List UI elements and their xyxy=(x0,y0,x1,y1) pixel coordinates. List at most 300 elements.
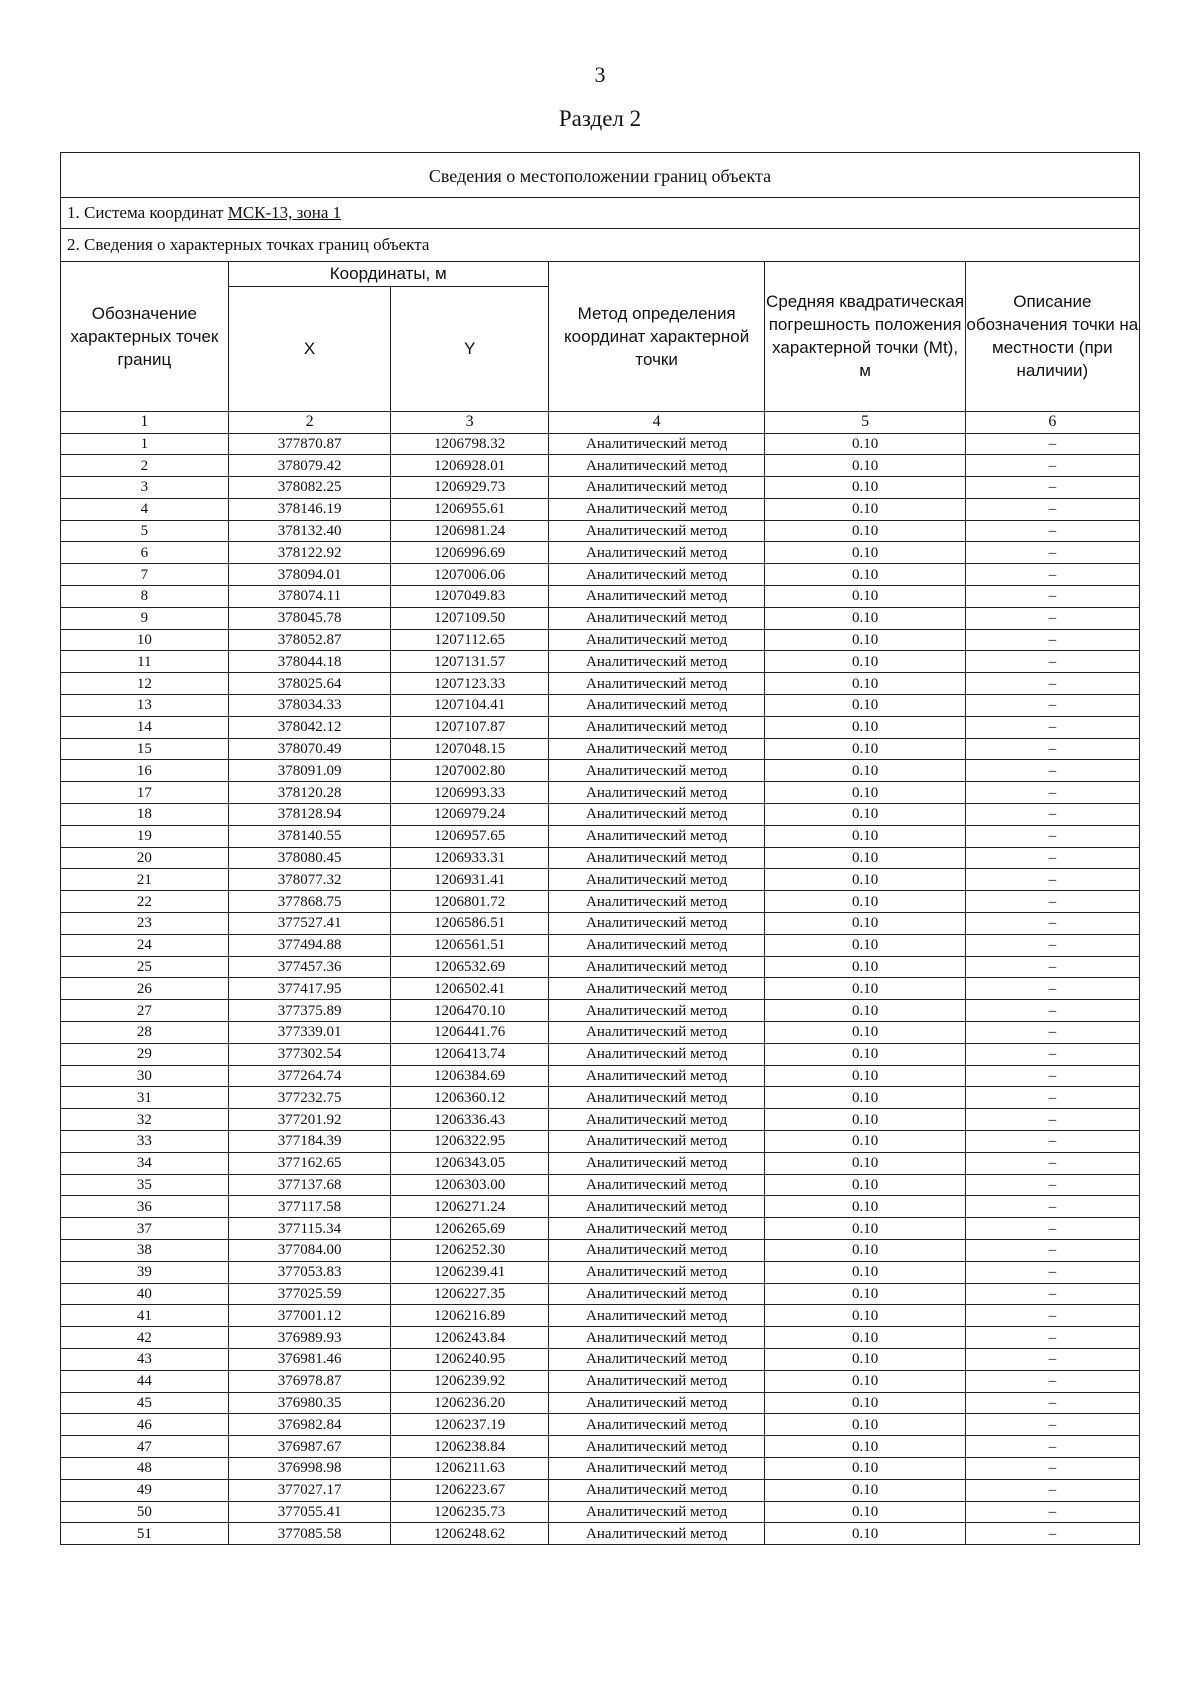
error-cell: 0.10 xyxy=(765,1501,965,1523)
header-point-label: Обозначение характерных точек границ xyxy=(61,262,228,411)
x-cell: 378044.18 xyxy=(228,651,391,673)
y-cell: 1206223.67 xyxy=(391,1479,548,1501)
description-cell: – xyxy=(965,1370,1139,1392)
error-cell: 0.10 xyxy=(765,1436,965,1458)
y-cell: 1206929.73 xyxy=(391,477,548,499)
method-cell: Аналитический метод xyxy=(548,586,765,608)
method-cell: Аналитический метод xyxy=(548,716,765,738)
point-number-cell: 27 xyxy=(61,1000,228,1022)
method-cell: Аналитический метод xyxy=(548,520,765,542)
x-cell: 378094.01 xyxy=(228,564,391,586)
description-cell: – xyxy=(965,1131,1139,1153)
method-cell: Аналитический метод xyxy=(548,1501,765,1523)
description-cell: – xyxy=(965,913,1139,935)
point-number-cell: 2 xyxy=(61,455,228,477)
description-cell: – xyxy=(965,520,1139,542)
points-table xyxy=(61,262,1139,1544)
method-cell: Аналитический метод xyxy=(548,1305,765,1327)
error-cell: 0.10 xyxy=(765,673,965,695)
y-cell: 1206928.01 xyxy=(391,455,548,477)
description-cell: – xyxy=(965,455,1139,477)
description-cell: – xyxy=(965,1392,1139,1414)
error-cell: 0.10 xyxy=(765,1087,965,1109)
x-cell: 377117.58 xyxy=(228,1196,391,1218)
point-number-cell: 24 xyxy=(61,934,228,956)
error-cell: 0.10 xyxy=(765,433,965,455)
x-cell: 378079.42 xyxy=(228,455,391,477)
point-number-cell: 13 xyxy=(61,695,228,717)
table-row xyxy=(61,477,1139,499)
x-cell: 377494.88 xyxy=(228,934,391,956)
method-cell: Аналитический метод xyxy=(548,1414,765,1436)
header-description: Описание обозначения точки на местности (при наличии) xyxy=(965,262,1139,411)
description-cell: – xyxy=(965,1022,1139,1044)
table-row xyxy=(61,1479,1139,1501)
column-number: 1 xyxy=(61,411,228,433)
method-cell: Аналитический метод xyxy=(548,804,765,826)
x-cell: 378045.78 xyxy=(228,607,391,629)
point-number-cell: 41 xyxy=(61,1305,228,1327)
x-cell: 378146.19 xyxy=(228,498,391,520)
point-number-cell: 34 xyxy=(61,1152,228,1174)
description-cell: – xyxy=(965,433,1139,455)
error-cell: 0.10 xyxy=(765,520,965,542)
y-cell: 1206227.35 xyxy=(391,1283,548,1305)
boundary-info-sheet xyxy=(60,152,1140,1545)
error-cell: 0.10 xyxy=(765,695,965,717)
x-cell: 377457.36 xyxy=(228,956,391,978)
error-cell: 0.10 xyxy=(765,1457,965,1479)
y-cell: 1206586.51 xyxy=(391,913,548,935)
table-row xyxy=(61,673,1139,695)
table-row xyxy=(61,1174,1139,1196)
method-cell: Аналитический метод xyxy=(548,564,765,586)
point-number-cell: 16 xyxy=(61,760,228,782)
description-cell: – xyxy=(965,1501,1139,1523)
method-cell: Аналитический метод xyxy=(548,629,765,651)
table-caption: Сведения о местоположении границ объекта xyxy=(61,153,1139,198)
point-number-cell: 3 xyxy=(61,477,228,499)
y-cell: 1206236.20 xyxy=(391,1392,548,1414)
description-cell: – xyxy=(965,1087,1139,1109)
description-cell: – xyxy=(965,1348,1139,1370)
description-cell: – xyxy=(965,891,1139,913)
description-cell: – xyxy=(965,738,1139,760)
y-cell: 1207112.65 xyxy=(391,629,548,651)
error-cell: 0.10 xyxy=(765,825,965,847)
x-cell: 378025.64 xyxy=(228,673,391,695)
table-row xyxy=(61,586,1139,608)
y-cell: 1206993.33 xyxy=(391,782,548,804)
y-cell: 1206470.10 xyxy=(391,1000,548,1022)
x-cell: 378070.49 xyxy=(228,738,391,760)
method-cell: Аналитический метод xyxy=(548,498,765,520)
error-cell: 0.10 xyxy=(765,477,965,499)
point-number-cell: 17 xyxy=(61,782,228,804)
method-cell: Аналитический метод xyxy=(548,913,765,935)
y-cell: 1207049.83 xyxy=(391,586,548,608)
description-cell: – xyxy=(965,1152,1139,1174)
method-cell: Аналитический метод xyxy=(548,1370,765,1392)
column-number: 6 xyxy=(965,411,1139,433)
error-cell: 0.10 xyxy=(765,913,965,935)
x-cell: 376981.46 xyxy=(228,1348,391,1370)
y-cell: 1206801.72 xyxy=(391,891,548,913)
y-cell: 1206502.41 xyxy=(391,978,548,1000)
table-row xyxy=(61,760,1139,782)
table-row xyxy=(61,1043,1139,1065)
x-cell: 377527.41 xyxy=(228,913,391,935)
page-number: 3 xyxy=(594,62,606,87)
header-coordinates: Координаты, м xyxy=(228,262,548,286)
point-number-cell: 23 xyxy=(61,913,228,935)
error-cell: 0.10 xyxy=(765,847,965,869)
y-cell: 1206981.24 xyxy=(391,520,548,542)
x-cell: 377027.17 xyxy=(228,1479,391,1501)
method-cell: Аналитический метод xyxy=(548,847,765,869)
method-cell: Аналитический метод xyxy=(548,760,765,782)
method-cell: Аналитический метод xyxy=(548,1457,765,1479)
error-cell: 0.10 xyxy=(765,651,965,673)
error-cell: 0.10 xyxy=(765,586,965,608)
description-cell: – xyxy=(965,542,1139,564)
point-number-cell: 35 xyxy=(61,1174,228,1196)
table-row xyxy=(61,629,1139,651)
x-cell: 378122.92 xyxy=(228,542,391,564)
y-cell: 1206303.00 xyxy=(391,1174,548,1196)
table-row xyxy=(61,1523,1139,1544)
x-cell: 377232.75 xyxy=(228,1087,391,1109)
x-cell: 376978.87 xyxy=(228,1370,391,1392)
x-cell: 377264.74 xyxy=(228,1065,391,1087)
point-number-cell: 11 xyxy=(61,651,228,673)
y-cell: 1206931.41 xyxy=(391,869,548,891)
error-cell: 0.10 xyxy=(765,1261,965,1283)
method-cell: Аналитический метод xyxy=(548,1348,765,1370)
method-cell: Аналитический метод xyxy=(548,673,765,695)
y-cell: 1207109.50 xyxy=(391,607,548,629)
table-row xyxy=(61,651,1139,673)
x-cell: 377053.83 xyxy=(228,1261,391,1283)
description-cell: – xyxy=(965,1043,1139,1065)
description-cell: – xyxy=(965,1436,1139,1458)
table-row xyxy=(61,804,1139,826)
description-cell: – xyxy=(965,825,1139,847)
error-cell: 0.10 xyxy=(765,934,965,956)
error-cell: 0.10 xyxy=(765,1152,965,1174)
method-cell: Аналитический метод xyxy=(548,869,765,891)
point-number-cell: 31 xyxy=(61,1087,228,1109)
table-row xyxy=(61,847,1139,869)
description-cell: – xyxy=(965,1065,1139,1087)
y-cell: 1206561.51 xyxy=(391,934,548,956)
y-cell: 1206211.63 xyxy=(391,1457,548,1479)
x-cell: 377025.59 xyxy=(228,1283,391,1305)
method-cell: Аналитический метод xyxy=(548,978,765,1000)
table-row xyxy=(61,956,1139,978)
method-cell: Аналитический метод xyxy=(548,455,765,477)
point-number-cell: 40 xyxy=(61,1283,228,1305)
error-cell: 0.10 xyxy=(765,1065,965,1087)
description-cell: – xyxy=(965,1174,1139,1196)
description-cell: – xyxy=(965,716,1139,738)
method-cell: Аналитический метод xyxy=(548,1087,765,1109)
error-cell: 0.10 xyxy=(765,738,965,760)
point-number-cell: 21 xyxy=(61,869,228,891)
table-row xyxy=(61,1457,1139,1479)
x-cell: 378120.28 xyxy=(228,782,391,804)
table-row xyxy=(61,782,1139,804)
table-row xyxy=(61,913,1139,935)
error-cell: 0.10 xyxy=(765,978,965,1000)
coordinate-system-prefix: 1. Система координат xyxy=(67,203,228,222)
x-cell: 376989.93 xyxy=(228,1327,391,1349)
table-row xyxy=(61,738,1139,760)
point-number-cell: 28 xyxy=(61,1022,228,1044)
y-cell: 1206413.74 xyxy=(391,1043,548,1065)
description-cell: – xyxy=(965,978,1139,1000)
x-cell: 378082.25 xyxy=(228,477,391,499)
section-title: Раздел 2 xyxy=(558,106,642,131)
error-cell: 0.10 xyxy=(765,455,965,477)
description-cell: – xyxy=(965,1457,1139,1479)
x-cell: 376980.35 xyxy=(228,1392,391,1414)
method-cell: Аналитический метод xyxy=(548,1022,765,1044)
x-cell: 378042.12 xyxy=(228,716,391,738)
description-cell: – xyxy=(965,498,1139,520)
method-cell: Аналитический метод xyxy=(548,782,765,804)
error-cell: 0.10 xyxy=(765,1022,965,1044)
table-row xyxy=(61,1196,1139,1218)
method-cell: Аналитический метод xyxy=(548,825,765,847)
table-row xyxy=(61,433,1139,455)
x-cell: 377184.39 xyxy=(228,1131,391,1153)
y-cell: 1206343.05 xyxy=(391,1152,548,1174)
table-row xyxy=(61,1370,1139,1392)
description-cell: – xyxy=(965,1261,1139,1283)
method-cell: Аналитический метод xyxy=(548,738,765,760)
error-cell: 0.10 xyxy=(765,1196,965,1218)
point-number-cell: 49 xyxy=(61,1479,228,1501)
description-cell: – xyxy=(965,1196,1139,1218)
table-row xyxy=(61,934,1139,956)
point-number-cell: 19 xyxy=(61,825,228,847)
y-cell: 1206271.24 xyxy=(391,1196,548,1218)
point-number-cell: 30 xyxy=(61,1065,228,1087)
x-cell: 377055.41 xyxy=(228,1501,391,1523)
description-cell: – xyxy=(965,869,1139,891)
method-cell: Аналитический метод xyxy=(548,891,765,913)
point-number-cell: 46 xyxy=(61,1414,228,1436)
point-number-cell: 9 xyxy=(61,607,228,629)
point-number-cell: 39 xyxy=(61,1261,228,1283)
error-cell: 0.10 xyxy=(765,1239,965,1261)
error-cell: 0.10 xyxy=(765,1327,965,1349)
description-cell: – xyxy=(965,629,1139,651)
y-cell: 1206955.61 xyxy=(391,498,548,520)
x-cell: 377162.65 xyxy=(228,1152,391,1174)
table-row xyxy=(61,1218,1139,1240)
table-row xyxy=(61,1261,1139,1283)
method-cell: Аналитический метод xyxy=(548,1196,765,1218)
point-number-cell: 29 xyxy=(61,1043,228,1065)
x-cell: 377084.00 xyxy=(228,1239,391,1261)
point-number-cell: 42 xyxy=(61,1327,228,1349)
y-cell: 1206239.41 xyxy=(391,1261,548,1283)
method-cell: Аналитический метод xyxy=(548,651,765,673)
method-cell: Аналитический метод xyxy=(548,1043,765,1065)
y-cell: 1206237.19 xyxy=(391,1414,548,1436)
y-cell: 1206798.32 xyxy=(391,433,548,455)
error-cell: 0.10 xyxy=(765,1218,965,1240)
error-cell: 0.10 xyxy=(765,1043,965,1065)
x-cell: 377339.01 xyxy=(228,1022,391,1044)
x-cell: 378140.55 xyxy=(228,825,391,847)
x-cell: 376982.84 xyxy=(228,1414,391,1436)
description-cell: – xyxy=(965,1414,1139,1436)
description-cell: – xyxy=(965,586,1139,608)
table-row xyxy=(61,1131,1139,1153)
y-cell: 1206235.73 xyxy=(391,1501,548,1523)
description-cell: – xyxy=(965,673,1139,695)
point-number-cell: 22 xyxy=(61,891,228,913)
point-number-cell: 15 xyxy=(61,738,228,760)
table-row xyxy=(61,1000,1139,1022)
point-number-cell: 45 xyxy=(61,1392,228,1414)
x-cell: 377137.68 xyxy=(228,1174,391,1196)
point-number-cell: 26 xyxy=(61,978,228,1000)
point-number-cell: 43 xyxy=(61,1348,228,1370)
error-cell: 0.10 xyxy=(765,1174,965,1196)
y-cell: 1206265.69 xyxy=(391,1218,548,1240)
method-cell: Аналитический метод xyxy=(548,1523,765,1544)
coordinate-system-value: МСК-13, зона 1 xyxy=(227,203,342,222)
description-cell: – xyxy=(965,477,1139,499)
y-cell: 1206360.12 xyxy=(391,1087,548,1109)
point-number-cell: 50 xyxy=(61,1501,228,1523)
y-cell: 1206238.84 xyxy=(391,1436,548,1458)
header-error: Средняя квадратическая погрешность положения характерной точки (Mt), м xyxy=(765,262,965,411)
y-cell: 1206248.62 xyxy=(391,1523,548,1544)
y-cell: 1207048.15 xyxy=(391,738,548,760)
table-row xyxy=(61,542,1139,564)
table-row xyxy=(61,869,1139,891)
point-number-cell: 1 xyxy=(61,433,228,455)
error-cell: 0.10 xyxy=(765,1109,965,1131)
table-row xyxy=(61,1327,1139,1349)
y-cell: 1206979.24 xyxy=(391,804,548,826)
method-cell: Аналитический метод xyxy=(548,1392,765,1414)
column-number-row xyxy=(61,411,1139,433)
description-cell: – xyxy=(965,695,1139,717)
description-cell: – xyxy=(965,847,1139,869)
point-number-cell: 18 xyxy=(61,804,228,826)
method-cell: Аналитический метод xyxy=(548,1436,765,1458)
error-cell: 0.10 xyxy=(765,804,965,826)
method-cell: Аналитический метод xyxy=(548,1131,765,1153)
point-number-cell: 5 xyxy=(61,520,228,542)
table-row xyxy=(61,978,1139,1000)
error-cell: 0.10 xyxy=(765,760,965,782)
y-cell: 1206240.95 xyxy=(391,1348,548,1370)
x-cell: 377085.58 xyxy=(228,1523,391,1544)
x-cell: 378074.11 xyxy=(228,586,391,608)
error-cell: 0.10 xyxy=(765,716,965,738)
point-number-cell: 47 xyxy=(61,1436,228,1458)
x-cell: 378080.45 xyxy=(228,847,391,869)
description-cell: – xyxy=(965,1000,1139,1022)
y-cell: 1206322.95 xyxy=(391,1131,548,1153)
error-cell: 0.10 xyxy=(765,1523,965,1544)
description-cell: – xyxy=(965,607,1139,629)
column-number: 4 xyxy=(548,411,765,433)
point-number-cell: 44 xyxy=(61,1370,228,1392)
table-row xyxy=(61,1414,1139,1436)
x-cell: 378052.87 xyxy=(228,629,391,651)
error-cell: 0.10 xyxy=(765,891,965,913)
x-cell: 377001.12 xyxy=(228,1305,391,1327)
points-heading: 2. Сведения о характерных точках границ объекта xyxy=(61,229,1139,262)
method-cell: Аналитический метод xyxy=(548,1065,765,1087)
error-cell: 0.10 xyxy=(765,1414,965,1436)
coordinate-system-line xyxy=(61,198,1139,229)
table-row xyxy=(61,1087,1139,1109)
table-row xyxy=(61,1022,1139,1044)
table-row xyxy=(61,1392,1139,1414)
x-cell: 378128.94 xyxy=(228,804,391,826)
x-cell: 377201.92 xyxy=(228,1109,391,1131)
point-number-cell: 8 xyxy=(61,586,228,608)
point-number-cell: 10 xyxy=(61,629,228,651)
description-cell: – xyxy=(965,1283,1139,1305)
error-cell: 0.10 xyxy=(765,1283,965,1305)
method-cell: Аналитический метод xyxy=(548,1218,765,1240)
x-cell: 378091.09 xyxy=(228,760,391,782)
point-number-cell: 6 xyxy=(61,542,228,564)
point-number-cell: 48 xyxy=(61,1457,228,1479)
x-cell: 377115.34 xyxy=(228,1218,391,1240)
error-cell: 0.10 xyxy=(765,607,965,629)
error-cell: 0.10 xyxy=(765,1392,965,1414)
header-x: X xyxy=(228,286,391,411)
description-cell: – xyxy=(965,760,1139,782)
description-cell: – xyxy=(965,804,1139,826)
y-cell: 1207107.87 xyxy=(391,716,548,738)
error-cell: 0.10 xyxy=(765,1305,965,1327)
y-cell: 1206252.30 xyxy=(391,1239,548,1261)
error-cell: 0.10 xyxy=(765,1370,965,1392)
table-row xyxy=(61,1305,1139,1327)
point-number-cell: 25 xyxy=(61,956,228,978)
x-cell: 377375.89 xyxy=(228,1000,391,1022)
table-row xyxy=(61,607,1139,629)
table-row xyxy=(61,1239,1139,1261)
method-cell: Аналитический метод xyxy=(548,695,765,717)
column-number: 5 xyxy=(765,411,965,433)
table-row xyxy=(61,455,1139,477)
point-number-cell: 4 xyxy=(61,498,228,520)
table-row xyxy=(61,1436,1139,1458)
error-cell: 0.10 xyxy=(765,564,965,586)
point-number-cell: 37 xyxy=(61,1218,228,1240)
table-row xyxy=(61,564,1139,586)
description-cell: – xyxy=(965,651,1139,673)
description-cell: – xyxy=(965,1239,1139,1261)
description-cell: – xyxy=(965,934,1139,956)
point-number-cell: 12 xyxy=(61,673,228,695)
error-cell: 0.10 xyxy=(765,782,965,804)
point-number-cell: 36 xyxy=(61,1196,228,1218)
